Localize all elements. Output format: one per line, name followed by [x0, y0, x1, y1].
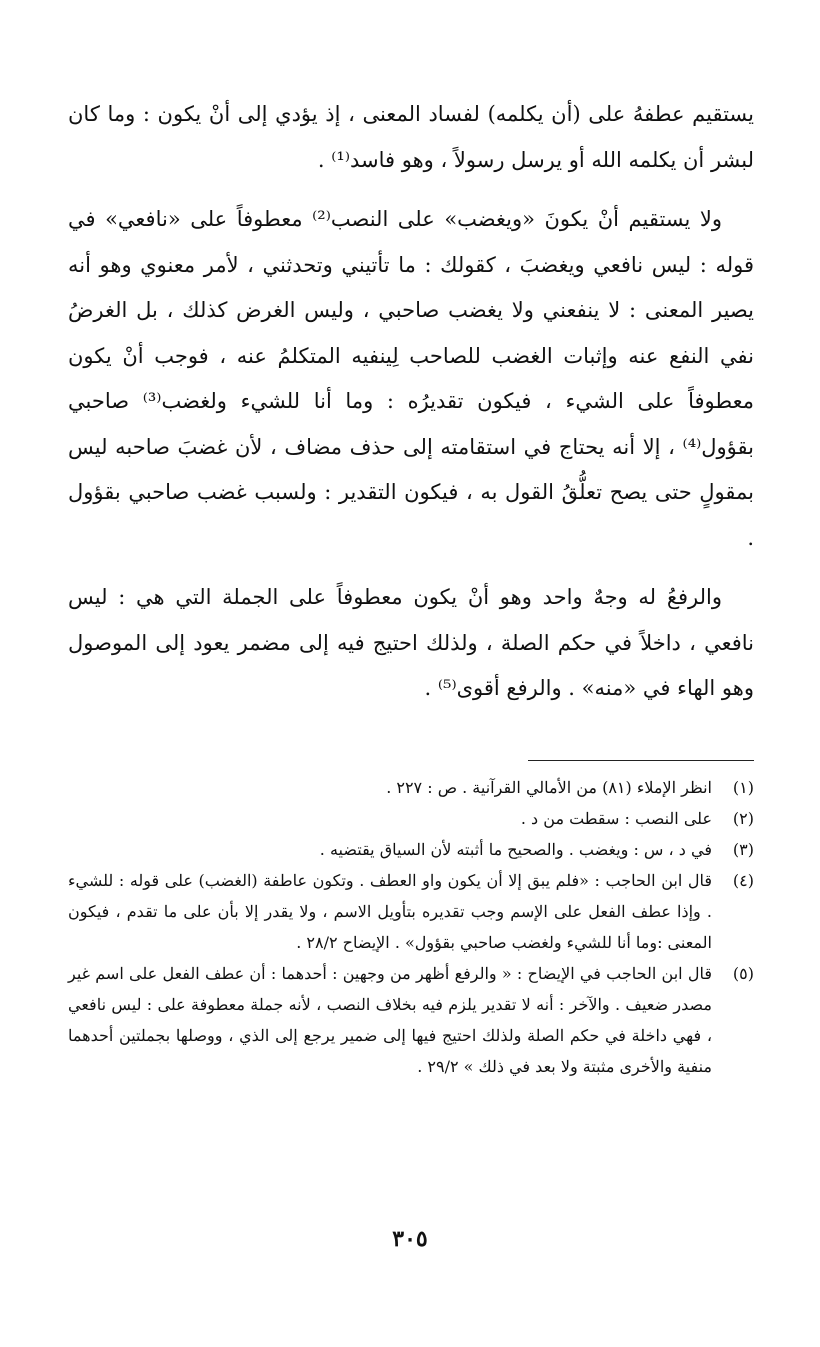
footnote-text: قال ابن الحاجب في الإيضاح : « والرفع أظهر من وجهين : أحدهما : أن عطف الفعل على اسم غير مصدر ضعيف . والآخر : أنه لا تقدير يلزم فيه بخلاف النصب ، لأنه جملة معطوفة على : ليس نافعي ، فهي داخلة في حكم الصلة ولذلك احتيج فيها إلى ضمير يرجع إلى الذي ، ووصلها بجملتين أحدهما منفية والأخرى مثبتة ولا بعد في ذلك » ٢٩/٢ . [68, 964, 712, 1076]
footnote-4 [68, 865, 754, 958]
footnote-number: (٢) [732, 809, 754, 828]
footnote-text: انظر الإملاء (٨١) من الأمالي القرآنية . ص : ٢٢٧ . [386, 778, 712, 797]
footnote-3 [68, 834, 754, 865]
footnote-number: (٥) [732, 964, 754, 983]
main-text [68, 92, 754, 712]
footnote-text: على النصب : سقطت من د . [520, 809, 712, 828]
footnote-5 [68, 958, 754, 1082]
footnote-divider [528, 760, 754, 761]
footnote-number: (٤) [732, 871, 754, 890]
footnote-number: (١) [732, 778, 754, 797]
footnotes [68, 772, 754, 1082]
footnote-1 [68, 772, 754, 803]
page-number: ٣٠٥ [392, 1226, 428, 1252]
paragraph-2: ولا يستقيم أنْ يكونَ «ويغضب» على النصب⁽²⁾ معطوفاً على «نافعي» في قوله : ليس نافعي ويغضبَ ، كقولك : ما تأتيني وتحدثني ، لأمر معنوي وهو أنه يصير المعنى : لا ينفعني ولا يغضب صاحبي ، وليس الغرض كذلك ، بل الغرضُ نفي النفع عنه وإثبات الغضب للصاحب لِينفيه المتكلمُ عنه ، فوجب أنْ يكون معطوفاً على الشيء ، فيكون تقديرُه : وما أنا للشيء ولغضب⁽³⁾ صاحبي بقؤول⁽⁴⁾ ، إلا أنه يحتاج في استقامته إلى حذف مضاف ، لأن غضبَ صاحبه ليس بمقولٍ حتى يصح تعلُّقُ القول به ، فيكون التقدير : ولسبب غضب صاحبي بقؤول . [68, 207, 754, 550]
footnote-text: قال ابن الحاجب : «فلم يبق إلا أن يكون واو العطف . وتكون عاطفة (الغضب) على قوله : للشيء . وإذا عطف الفعل على الإسم وجب تقديره بتأويل الاسم ، ولا يقدر إلا بأن على ما تقدم ، فيكون المعنى :وما أنا للشيء ولغضب صاحبي بقؤول» . الإيضاح ٢٨/٢ . [68, 871, 712, 952]
footnote-text: في د ، س : ويغضب . والصحيح ما أثبته لأن السياق يقتضيه . [319, 840, 712, 859]
paragraph-3: والرفعُ له وجهٌ واحد وهو أنْ يكون معطوفاً على الجملة التي هي : ليس نافعي ، داخلاً في حكم الصلة ، ولذلك احتيج فيه إلى مضمر يعود إلى الموصول وهو الهاء في «منه» . والرفع أقوى⁽⁵⁾ . [68, 585, 754, 700]
footnote-2 [68, 803, 754, 834]
paragraph-1: يستقيم عطفهُ على (أن يكلمه) لفساد المعنى ، إذ يؤدي إلى أنْ يكون : وما كان لبشر أن يكلمه الله أو يرسل رسولاً ، وهو فاسد⁽¹⁾ . [68, 102, 754, 172]
footnote-number: (٣) [732, 840, 754, 859]
